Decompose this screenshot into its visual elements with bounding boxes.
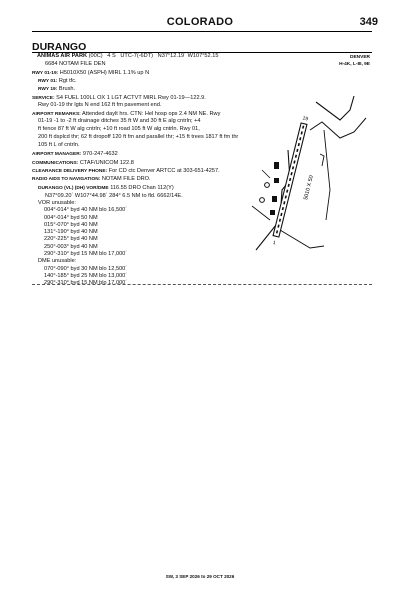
terrain-line-west-spur [252, 206, 270, 220]
airport-id: (00C) [88, 53, 103, 59]
clearance-line [32, 168, 220, 175]
communications-label: COMMUNICATIONS: [32, 161, 79, 166]
city-heading: DURANGO [32, 41, 87, 53]
unusable-line: 250°-003° byd 40 NM [44, 243, 98, 250]
vor-text: 116.55 DRO Chan 112(Y) [110, 185, 174, 191]
building-marker [270, 210, 275, 215]
chart-refs: H-4K, L-8I, 9E [339, 62, 370, 67]
unusable-line: 290°-310° byd 15 NM blo 17,000´ [44, 251, 128, 258]
elevation-line: 6684 NOTAM FILE DEN [45, 61, 106, 67]
unusable-line: 131°-190° byd 40 NM [44, 229, 98, 236]
unusable-line: DME unusable: [38, 258, 77, 265]
unusable-line: 220°-225° byd 40 NM [44, 236, 98, 243]
radio-aids-line [32, 176, 151, 183]
unusable-line: 015°-070° byd 40 NM [44, 221, 98, 228]
unusable-line: 004°-014° byd 50 NM [44, 214, 98, 221]
runway-0119-label: RWY 01-19: [32, 71, 59, 76]
clearance-label: CLEARANCE DELIVERY PHONE: [32, 169, 108, 174]
vor-line [38, 185, 174, 192]
remarks-line-1: AIRPORT REMARKS: Attended daylt hrs. CTN: Hel hosp ops 2.4 NM NE. Rwy [32, 111, 221, 117]
unusable-line: 004°-014° byd 40 NM blo 16,500´ [44, 207, 128, 214]
remarks-line-4: 200 ft dsplcd thr; 62 ft dropoff 120 ft fm and parallel thr; +15 ft trees 1817 ft fm thr [38, 134, 239, 140]
unusable-line: VOR unusable: [38, 200, 76, 206]
manager-phone: 970-247-4632 [82, 151, 118, 157]
runway-19-label: RWY 19: [38, 87, 58, 92]
airport-name: ANIMAS AIR PARK [37, 53, 88, 59]
remarks-line-3: ft fence 87 ft W alg cntrln; +10 ft road 105 ft W alg cntrln. Rwy 01, [38, 126, 200, 132]
terrain-line-midright [320, 154, 324, 166]
runway-19-text: Brush. [58, 86, 76, 92]
beacon-marker [260, 198, 265, 203]
runway-0119-line [32, 70, 149, 77]
airport-coords: N37°12.19´ W107°52.15´ [157, 53, 221, 59]
vor-line-2: N37°09.20´ W107°44.98´ 284° 6.5 NM to fld. 6662/14E. [45, 193, 183, 199]
vor-label: DURANGO (VL) (DH) VOR/DME [38, 186, 109, 191]
sectional-name: DENVER [350, 55, 370, 60]
building-marker [272, 196, 277, 202]
terrain-line-south [280, 230, 324, 248]
header-rule [32, 31, 372, 32]
building-marker [274, 162, 279, 169]
runway-01-text: Rgt tfc. [58, 78, 77, 84]
building-marker [274, 178, 279, 183]
runway-19-line [38, 86, 75, 93]
airport-title-line [37, 53, 220, 60]
vor-unusable-list [38, 200, 127, 288]
runway-0119-text: H5010X50 (ASPH) MIRL 1.1% up N [59, 70, 150, 76]
remarks-line-2: 01-19 -1 to -2 ft drainage ditches 35 ft W and 30 ft E alg cntrln; +4 [38, 118, 201, 124]
page-footer: SW, 3 SEP 2026 to 29 OCT 2026 [165, 574, 235, 579]
remarks-label: AIRPORT REMARKS: [32, 112, 81, 117]
runway-end-01-label: 1 [272, 239, 277, 247]
airport-distance: 4 S [107, 53, 116, 59]
beacon-marker [265, 183, 270, 188]
runway-dimension-label: 5010 X 50 [303, 174, 315, 201]
runway-01-label: RWY 01: [38, 79, 58, 84]
road-line-east [324, 130, 330, 220]
page-header-state: COLORADO [166, 16, 234, 28]
airport-diagram [250, 70, 372, 280]
section-divider [32, 284, 372, 285]
communications-text: CTAF/UNICOM 122.8 [79, 160, 134, 166]
remarks-line-5: 105 ft L of cntrln. [38, 142, 80, 148]
terrain-line-northeast [316, 96, 354, 120]
manager-line [32, 151, 118, 158]
clearance-text: For CD ctc Denver ARTCC at 303-651-4257. [108, 168, 220, 174]
service-text: S4 FUEL 100LL OX 1 LGT ACTVT MIRL Rwy 01-19—122.9. [56, 95, 206, 101]
runway-01-line [38, 78, 77, 85]
manager-label: AIRPORT MANAGER: [32, 152, 82, 157]
radio-aids-label: RADIO AIDS TO NAVIGATION: [32, 177, 101, 182]
page-number: 349 [359, 16, 378, 28]
service-line-2: Rwy 01-19 thr lgts N end 162 ft fm pavement end. [38, 102, 162, 108]
runway-end-19-label: 19 [301, 115, 309, 123]
service-label: SERVICE: [32, 96, 55, 101]
unusable-line: 290°-310° byd 15 NM blo 17,000´ [44, 280, 128, 287]
unusable-line: 070°-090° byd 30 NM blo 12,500´ [44, 265, 128, 272]
terrain-line-east [310, 118, 366, 138]
airport-utc: UTC-7(-6DT) [120, 53, 153, 59]
terrain-line-tick [262, 170, 270, 178]
radio-aids-text: NOTAM FILE DRO. [101, 176, 151, 182]
communications-line [32, 160, 134, 167]
unusable-line: 140°-185° byd 25 NM blo 13,000´ [44, 272, 128, 279]
